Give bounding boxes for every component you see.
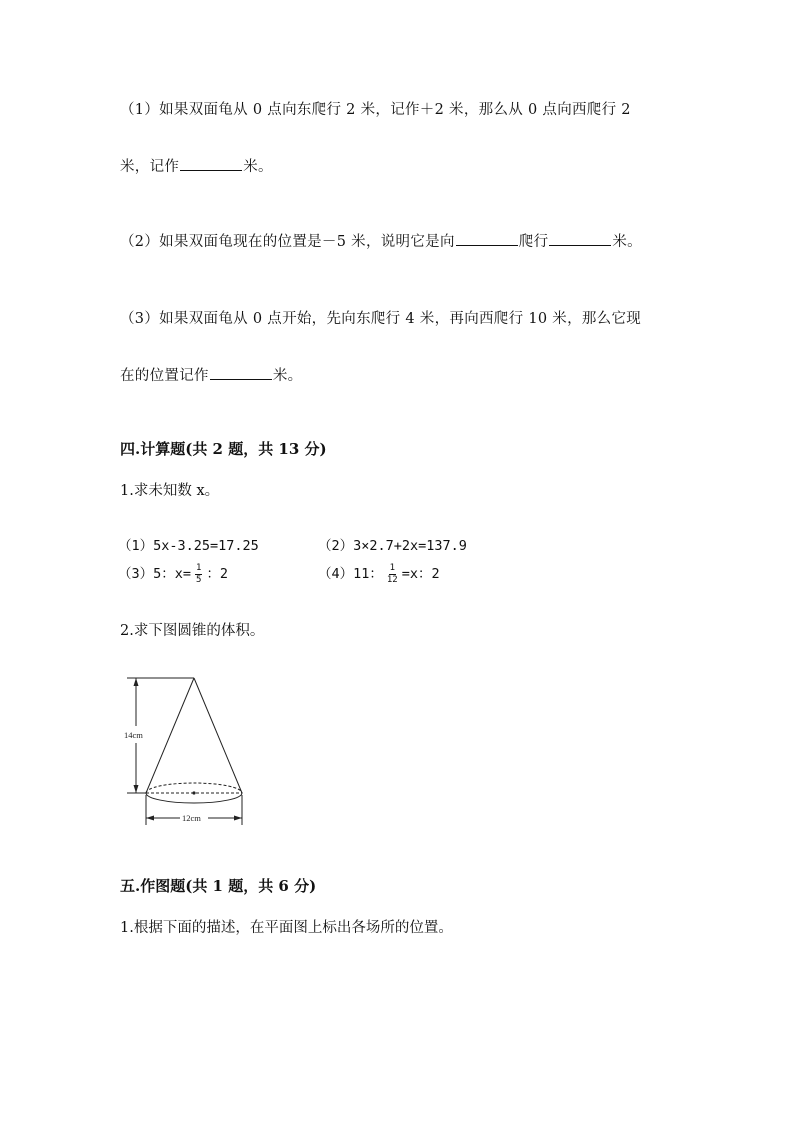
fraction-numerator: 1 <box>389 562 396 573</box>
section5-q1: 1.根据下面的描述，在平面图上标出各场所的位置。 <box>120 920 453 936</box>
equation-2: （2）3×2.7+2x=137.9 <box>318 538 467 554</box>
q3-part1-text-b: 米。 <box>243 159 273 175</box>
q3-part3-text-b: 米。 <box>272 368 303 384</box>
q3-part2-text-b: 爬行 <box>518 234 549 250</box>
equation-4-right: =x：2 <box>401 566 440 582</box>
diameter-arrow-right <box>234 816 242 821</box>
equation-3 <box>118 562 228 585</box>
fraction-denominator: 12 <box>386 574 398 585</box>
answer-blank-2[interactable] <box>456 231 518 246</box>
diameter-label: 12cm <box>182 813 201 823</box>
section4-q1: 1.求未知数 x。 <box>120 483 220 499</box>
cone-figure <box>118 668 268 833</box>
height-label: 14cm <box>124 730 143 740</box>
equation-1: （1）5x-3.25=17.25 <box>118 538 259 554</box>
section4-q2: 2.求下图圆锥的体积。 <box>120 623 265 639</box>
cone-right-side <box>194 678 242 793</box>
q3-part3-line2 <box>120 364 302 385</box>
equation-4-left: （4）11： <box>318 566 383 582</box>
height-arrow-down <box>134 785 139 793</box>
q3-part2-text-c: 米。 <box>612 234 642 250</box>
q3-part1-text-a: 米，记作 <box>120 159 180 175</box>
equation-4 <box>318 562 440 585</box>
height-arrow-up <box>134 678 139 686</box>
answer-blank-1[interactable] <box>180 156 242 171</box>
cone-left-side <box>146 678 194 793</box>
fraction-denominator: 5 <box>196 574 202 585</box>
answer-blank-3[interactable] <box>549 231 611 246</box>
q3-part3-line1: （3）如果双面龟从 0 点开始，先向东爬行 4 米，再向西爬行 10 米，那么它现 <box>120 311 642 327</box>
answer-blank-4[interactable] <box>210 365 272 380</box>
fraction-numerator: 1 <box>196 562 202 573</box>
equation-3-fraction <box>195 564 202 585</box>
equation-3-right: ：2 <box>206 566 229 582</box>
q3-part2 <box>120 230 642 251</box>
q3-part1-line1: （1）如果双面龟从 0 点向东爬行 2 米，记作＋2 米，那么从 0 点向西爬行 2 <box>120 102 631 118</box>
q3-part1-line2 <box>120 155 273 176</box>
equation-4-fraction <box>387 564 398 585</box>
q3-part3-text-a: 在的位置记作 <box>120 368 209 384</box>
cone-base-center <box>192 791 195 794</box>
section5-heading: 五.作图题(共 1 题，共 6 分) <box>120 877 317 895</box>
q3-part2-text-a: （2）如果双面龟现在的位置是－5 米，说明它是向 <box>120 234 455 250</box>
section4-heading: 四.计算题(共 2 题，共 13 分) <box>120 440 327 458</box>
diameter-arrow-left <box>146 816 154 821</box>
equation-3-left: （3）5：x= <box>118 566 192 582</box>
